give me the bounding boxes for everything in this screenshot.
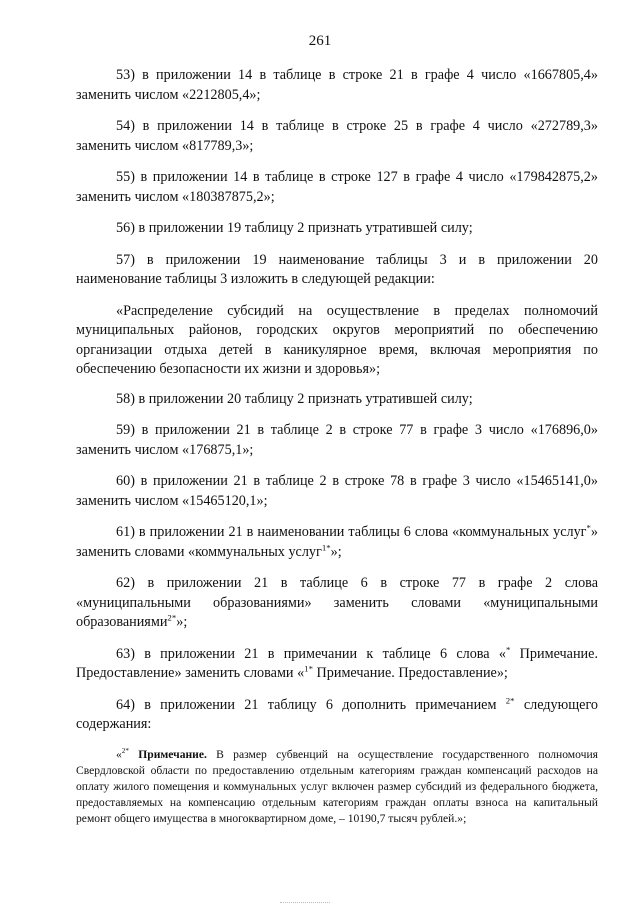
item-61-text-c: »; xyxy=(330,543,342,560)
item-61-text-b: » заменить словами «коммунальных услуг xyxy=(76,524,598,560)
item-54: 54) в приложении 14 в таблице в строке 25 в графе 4 число «272789,3» заменить числом «817789,3»; xyxy=(76,118,598,154)
quoted-table-title: «Распределение субсидий на осуществление в пределах полномочий муниципальных районов, городских округов мероприятий по обеспечению организации отдыха детей в каникулярное время, включая мероприятия по обеспечению безопасности их жизни и здоровья»; xyxy=(76,302,598,377)
item-63-text-b: Примечание. Предоставление» заменить словами « xyxy=(76,645,598,681)
item-64-text-a: 64) в приложении 21 таблицу 6 дополнить примечанием xyxy=(116,696,506,713)
item-59: 59) в приложении 21 в таблице 2 в строке 77 в графе 3 число «176896,0» заменить числом «176875,1»; xyxy=(76,422,598,458)
item-62-sup-1: 2* xyxy=(167,612,177,623)
item-64-sup-1: 2* xyxy=(505,694,515,705)
item-62 xyxy=(76,574,598,633)
note-sup: 2* xyxy=(121,746,129,755)
item-63-sup-2: 1* xyxy=(304,663,313,674)
note-text: В размер субвенций на осуществление государственного полномочия Свердловской области по предоставлению отдельным категориям граждан компенсаций расходов на оплату жилого помещения и коммунальных услуг включен размер субсидий из федерального бюджета, предоставляемых на компенсацию отдельным категориям граждан оплаты взноса на капитальный ремонт общего имущества в многоквартирном доме, – 10190,7 тысяч рублей.»; xyxy=(76,747,598,825)
page-number: 261 xyxy=(308,33,332,49)
note-open-quote: « xyxy=(116,747,122,761)
item-61-text-a: 61) в приложении 21 в наименовании таблицы 6 слова «коммунальных услуг xyxy=(116,524,587,540)
item-61-sup-2: 1* xyxy=(321,541,331,552)
item-62-text-a: 62) в приложении 21 в таблице 6 в строке 77 в графе 2 слова «муниципальными образованиями» заменить словами «муниципальными образованиями xyxy=(76,575,598,630)
item-64 xyxy=(76,696,598,735)
item-63-sup-1: * xyxy=(505,643,511,654)
item-53: 53) в приложении 14 в таблице в строке 21 в графе 4 число «1667805,4» заменить числом «2212805,4»; xyxy=(76,67,598,103)
item-61 xyxy=(76,523,598,562)
item-61-sup-1: * xyxy=(586,522,591,533)
item-60: 60) в приложении 21 в таблице 2 в строке 78 в графе 3 число «15465141,0» заменить числом «15465120,1»; xyxy=(76,473,598,509)
item-55: 55) в приложении 14 в таблице в строке 127 в графе 4 число «179842875,2» заменить числом «180387875,2»; xyxy=(76,169,598,205)
item-63 xyxy=(76,645,598,684)
item-62-text-b: »; xyxy=(176,614,188,630)
item-64-text-b: следующего содержания: xyxy=(76,696,598,732)
item-63-text-a: 63) в приложении 21 в примечании к таблице 6 слова « xyxy=(116,645,506,662)
item-58: 58) в приложении 20 таблицу 2 признать утратившей силу; xyxy=(116,390,473,407)
item-56: 56) в приложении 19 таблицу 2 признать утратившей силу; xyxy=(116,220,473,236)
item-57: 57) в приложении 19 наименование таблицы 3 и в приложении 20 наименование таблицы 3 изложить в следующей редакции: xyxy=(76,251,598,287)
scan-artifact-line xyxy=(280,902,330,903)
item-63-text-c: Примечание. Предоставление»; xyxy=(312,665,508,681)
document-body xyxy=(76,66,598,827)
note-bold-label: Примечание. xyxy=(128,747,207,761)
note-paragraph xyxy=(76,747,598,827)
